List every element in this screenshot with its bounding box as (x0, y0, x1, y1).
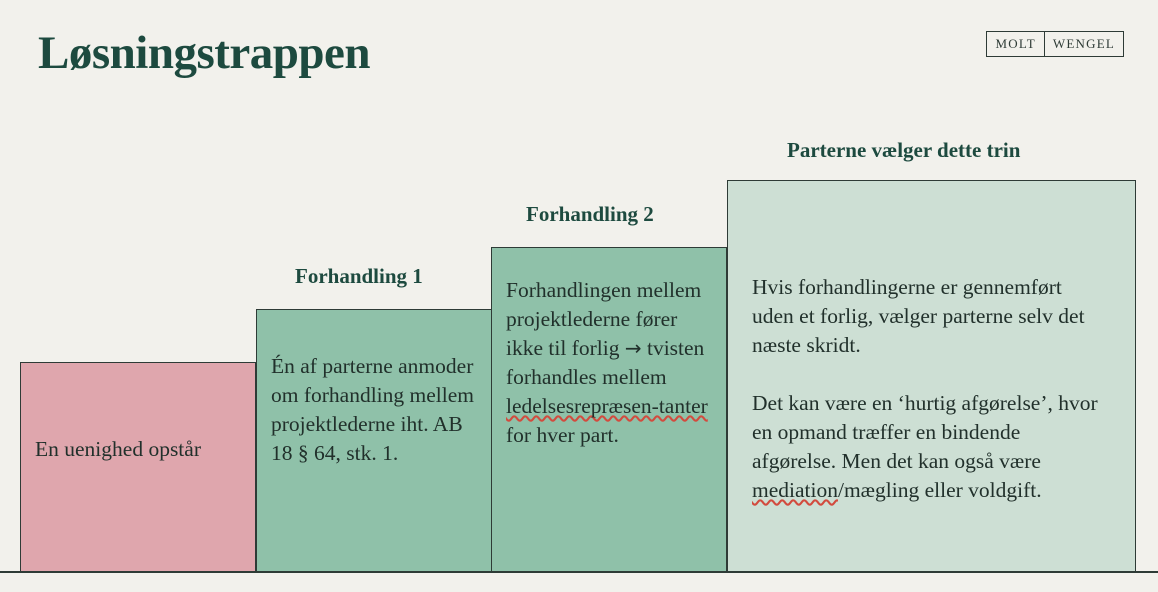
step-block-2 (256, 309, 492, 572)
arrow-right-icon: → (624, 336, 642, 360)
step-3-text (492, 248, 726, 450)
page-title: Løsningstrappen (38, 27, 371, 79)
step-2-text: Én af parterne anmoder om forhandling mellem projektlederne iht. AB 18 § 64, stk. 1. (271, 354, 475, 465)
step-3-text-misspelled: ledelsesrepræsen-tanter (506, 394, 708, 418)
step-4-text (728, 181, 1135, 505)
step-4-paragraph-2-part1: Det kan være en ‘hurtig afgørelse’, hvor en opmand træffer en bindende afgørelse. Men det kan også være (752, 391, 1098, 473)
step-4-paragraph-1: Hvis forhandlingerne er gennemført uden et forlig, vælger parterne selv det næste skridt. (752, 275, 1085, 357)
step-3-label: Forhandling 2 (526, 202, 654, 226)
step-block-4 (727, 180, 1136, 572)
step-4-paragraph-2 (752, 389, 1105, 505)
logo-text-right: WENGEL (1052, 36, 1115, 51)
step-3-text-part3: for hver part. (506, 423, 619, 447)
step-1-text: En uenighed opstår (35, 437, 201, 461)
logo-text-left: MOLT (995, 36, 1036, 51)
step-2-label: Forhandling 1 (295, 264, 423, 288)
step-4-paragraph-2-misspelled: mediation (752, 478, 838, 502)
step-block-1 (20, 362, 256, 572)
baseline-rule (0, 571, 1158, 573)
step-4-paragraph-2-part2: /mægling eller voldgift. (837, 478, 1042, 502)
step-4-label: Parterne vælger dette trin (787, 138, 1021, 162)
step-block-3 (491, 247, 727, 572)
step-3-text-part2: tvisten forhandles mellem (506, 336, 705, 389)
company-logo (986, 31, 1124, 57)
step-3-text-part1: Forhandlingen mellem projektlederne fører ikke til forlig (506, 278, 702, 360)
